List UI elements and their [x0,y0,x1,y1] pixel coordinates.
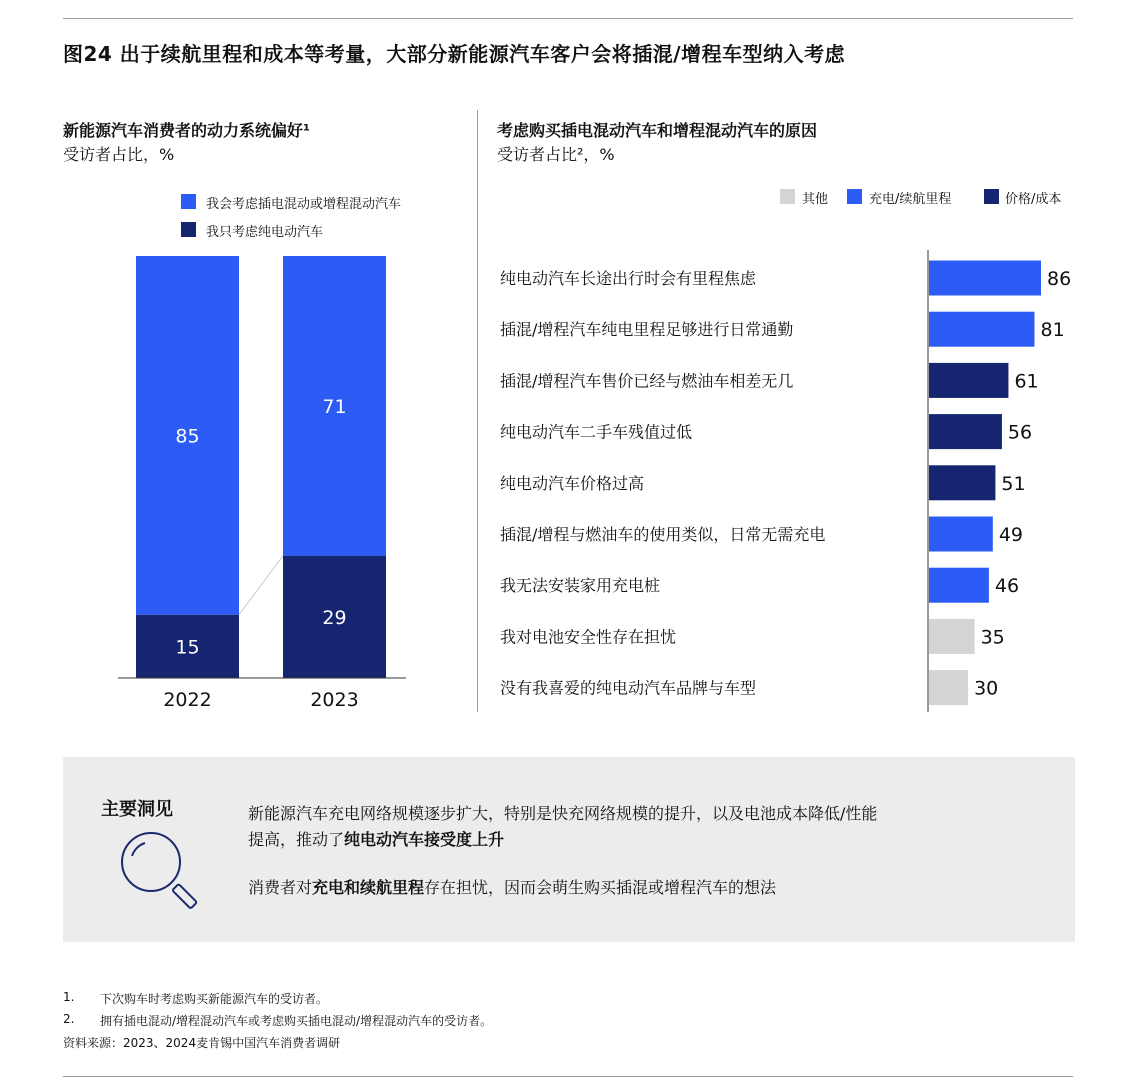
left-chart-unit: 受访者占比，% [63,145,175,164]
category-label-9: 没有我喜爱的纯电动汽车品牌与车型 [500,678,757,698]
bottom-rule [63,1076,1073,1077]
insight-heading: 主要洞见 [101,799,173,820]
bar-6 [929,517,993,552]
category-label-2: 插混/增程汽车纯电里程足够进行日常通勤 [500,320,794,340]
legend-label-bev: 我只考虑纯电动汽车 [206,225,324,240]
horizontal-bar-chart [490,240,1090,720]
stacked-bar-chart [0,0,480,740]
footnote-2-text: 拥有插电混动/增程混动汽车或考虑购买插电混动/增程混动汽车的受访者。 [100,1014,493,1028]
x-tick-label-2022: 2022 [163,689,212,711]
insight-p2-emphasis: 充电和续航里程 [312,878,425,897]
insight-p2-start: 消费者对 [248,878,313,897]
value-label-4: 56 [1007,421,1033,444]
legend-swatch-price [984,189,999,204]
insight-p1-line2: 提高，推动了 [248,830,345,849]
legend-swatch-charging [847,189,862,204]
category-label-5: 纯电动汽车价格过高 [500,473,645,493]
category-label-3: 插混/增程汽车售价已经与燃油车相差无几 [500,371,794,391]
bar-9 [929,670,968,705]
legend-label-charging: 充电/续航里程 [869,192,952,207]
insight-p1-line1: 新能源汽车充电网络规模逐步扩大，特别是快充网络规模的提升，以及电池成本降低/性能 [248,804,878,823]
bar-3 [929,363,1008,398]
bar-2 [929,312,1034,347]
footnote-source: 资料来源：2023、2024麦肯锡中国汽车消费者调研 [63,1036,341,1050]
insight-panel [63,757,1075,942]
value-label-1: 86 [1047,268,1072,290]
value-label-5: 51 [1001,472,1026,495]
value-label-9: 30 [974,677,999,700]
category-label-8: 我对电池安全性存在担忧 [500,627,677,647]
category-label-4: 纯电动汽车二手车残值过低 [500,422,693,442]
x-tick-label-2023: 2023 [310,689,359,711]
data-label-bev-2023: 29 [322,606,347,629]
insight-p2-end: 存在担忧，因而会萌生购买插混或增程汽车的想法 [424,878,777,897]
footnote-1-text: 下次购车时考虑购买新能源汽车的受访者。 [100,992,329,1006]
legend-swatch-other [780,189,795,204]
right-chart-unit: 受访者占比²，% [497,145,615,164]
page-title: 图24 出于续航里程和成本等考量，大部分新能源汽车客户会将插混/增程车型纳入考虑 [63,42,846,66]
right-chart-title: 考虑购买插电混动汽车和增程混动汽车的原因 [497,121,818,140]
category-label-7: 我无法安装家用充电桩 [500,576,661,596]
data-label-bev-2022: 15 [175,636,200,659]
value-label-8: 35 [980,626,1005,649]
value-label-7: 46 [994,575,1020,598]
bar-5 [929,465,995,500]
footnote-2-number: 2. [63,1012,75,1026]
legend-label-other: 其他 [802,192,829,207]
category-label-1: 纯电动汽车长途出行时会有里程焦虑 [500,269,757,288]
bar-1 [929,261,1041,296]
magnifier-icon [118,829,208,919]
legend-label-price: 价格/成本 [1005,192,1062,207]
value-label-6: 49 [998,524,1024,546]
value-label-2: 81 [1040,319,1065,342]
panel-divider [477,110,478,712]
bar-7 [929,568,989,603]
data-label-phev-2023: 71 [322,395,347,418]
insight-paragraph-2 [248,875,776,901]
category-label-6: 插混/增程与燃油车的使用类似，日常无需充电 [500,525,826,544]
bar-4 [929,414,1002,449]
data-label-phev-2022: 85 [175,425,200,448]
bar-8 [929,619,975,654]
left-chart-title: 新能源汽车消费者的动力系统偏好¹ [63,121,311,140]
insight-paragraph-1 [248,801,877,853]
value-label-3: 61 [1014,370,1039,393]
insight-p1-emphasis: 纯电动汽车接受度上升 [344,830,505,849]
legend-label-phev: 我会考虑插电混动或增程混动汽车 [206,197,402,212]
footnote-1-number: 1. [63,990,75,1004]
stack-connector-line [239,556,283,615]
